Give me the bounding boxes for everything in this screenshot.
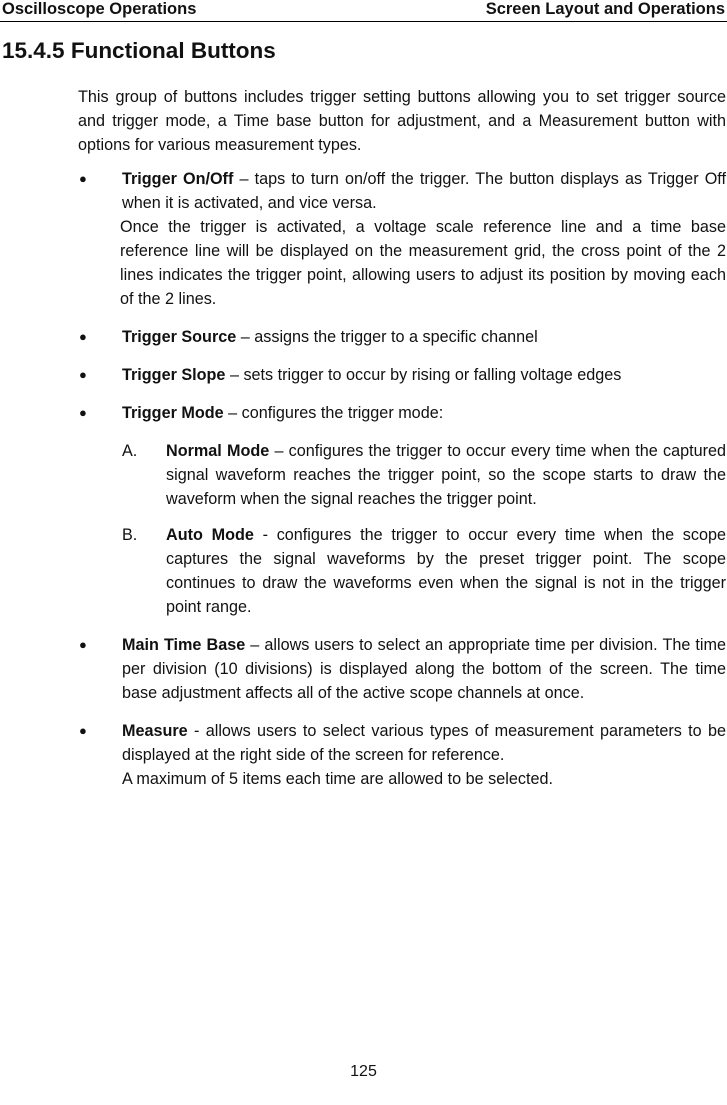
header-section-title: Screen Layout and Operations: [485, 0, 725, 18]
bullet-description: – assigns the trigger to a specific channel: [236, 328, 538, 346]
bullet-main-time-base: [78, 633, 726, 705]
bullet-measure: [78, 719, 726, 791]
bullet-term: Main Time Base: [122, 636, 246, 654]
trigger-mode-auto: [78, 523, 726, 619]
bullet-dot-icon: ●: [79, 367, 87, 382]
bullet-description: - allows users to select various types of measurement parameters to be displayed at the right side of the screen for reference.: [122, 722, 726, 764]
section-title: Functional Buttons: [70, 38, 276, 63]
bullet-dot-icon: ●: [79, 405, 87, 420]
bullet-term: Trigger Mode: [122, 404, 224, 422]
bullet-term: Trigger Source: [122, 328, 237, 346]
bullet-term: Trigger On/Off: [122, 170, 234, 188]
bullet-text: [122, 401, 726, 425]
bullet-trigger-on-off: [78, 167, 726, 311]
trigger-mode-term: Normal Mode: [166, 442, 270, 460]
intro-paragraph: This group of buttons includes trigger setting buttons allowing you to set trigger source and trigger mode, a Time base button for adjustment, and a Measurement button with options for various measurement types.: [78, 88, 726, 154]
bullet-text: [122, 363, 726, 387]
section-heading: [2, 37, 276, 65]
list-letter: A.: [122, 442, 138, 460]
bullet-extra-paragraph: A maximum of 5 items each time are allowed to be selected.: [122, 770, 553, 788]
bullet-extra-paragraph: Once the trigger is activated, a voltage scale reference line and a time base reference line will be displayed on the measurement grid, the cross point of the 2 lines indicates the trigger point, allowing users to adjust its position by moving each of the 2 lines.: [120, 218, 726, 308]
bullet-trigger-source: [78, 325, 726, 349]
bullet-description: – configures the trigger mode:: [223, 404, 444, 422]
bullet-term: Measure: [122, 722, 188, 740]
section-number: 15.4.5: [2, 38, 65, 63]
page-header: [0, 0, 727, 22]
bullet-dot-icon: ●: [79, 723, 87, 738]
trigger-mode-normal: [78, 439, 726, 511]
bullet-trigger-slope: [78, 363, 726, 387]
bullet-description: – taps to turn on/off the trigger. The button displays as Trigger Off when it is activated, and vice versa.: [122, 170, 726, 212]
bullet-dot-icon: ●: [79, 329, 87, 344]
bullet-description: – sets trigger to occur by rising or falling voltage edges: [225, 366, 622, 384]
bullet-text: [122, 167, 726, 215]
bullet-text: [122, 325, 726, 349]
trigger-mode-description: – configures the trigger to occur every time when the captured signal waveform reaches the trigger point, so the scope starts to draw the waveform when the signal reaches the trigger point.: [166, 442, 726, 508]
bullet-description: – allows users to select an appropriate time per division. The time per division (10 divisions) is displayed along the bottom of the screen. The time base adjustment affects all of the active scope channels at once.: [122, 636, 726, 702]
header-chapter-title: Oscilloscope Operations: [2, 0, 197, 18]
bullet-term: Trigger Slope: [122, 366, 226, 384]
trigger-mode-term: Auto Mode: [166, 526, 254, 544]
trigger-mode-text: [166, 439, 726, 511]
document-body: [78, 85, 726, 805]
trigger-mode-description: - configures the trigger to occur every time when the scope captures the signal waveforms by the preset trigger point. The scope continues to draw the waveforms even when the signal is not in the trigger point range.: [166, 526, 727, 616]
bullet-dot-icon: ●: [79, 637, 87, 652]
bullet-trigger-mode: [78, 401, 726, 425]
trigger-mode-text: [166, 523, 726, 619]
bullet-dot-icon: ●: [79, 171, 87, 186]
list-letter: B.: [122, 526, 138, 544]
page-number: 125: [350, 1063, 377, 1080]
bullet-text: [122, 719, 726, 767]
bullet-text: [122, 633, 726, 705]
